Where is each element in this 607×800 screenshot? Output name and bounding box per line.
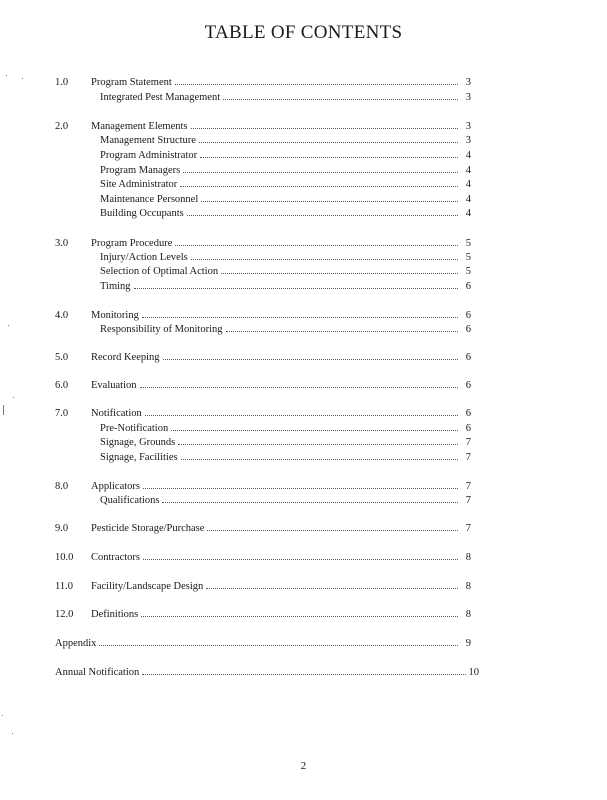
toc-entry-label: Pre-Notification — [100, 423, 169, 434]
dot-leader — [201, 192, 458, 202]
toc-entry-page: 6 — [465, 380, 471, 391]
toc-entry-label: Definitions — [91, 609, 139, 620]
toc-entry-label: Applicators — [91, 481, 140, 492]
toc-entry-page: 8 — [465, 609, 471, 620]
toc-entry-page: 10 — [468, 667, 479, 678]
toc-entry — [100, 493, 471, 507]
toc-entry-label: Program Statement — [91, 77, 172, 88]
toc-entry-page: 4 — [465, 194, 471, 205]
toc-entry-page: 8 — [465, 581, 471, 592]
toc-entry-page: 7 — [465, 495, 471, 506]
toc-entry-label: Building Occupants — [100, 208, 184, 219]
toc-entry-page: 3 — [465, 121, 471, 132]
toc-entry-page: 5 — [465, 252, 471, 263]
toc-entry-page: 7 — [465, 437, 471, 448]
toc-entry-number: 9.0 — [55, 523, 69, 534]
toc-entry-page: 6 — [465, 324, 471, 335]
dot-leader — [221, 264, 458, 274]
toc-entry-label: Program Managers — [100, 165, 181, 176]
dot-leader — [142, 308, 458, 318]
dot-leader — [199, 133, 458, 143]
toc-entry-page: 6 — [465, 408, 471, 419]
scan-speck — [2, 715, 3, 716]
page-title: TABLE OF CONTENTS — [204, 22, 403, 43]
scan-speck — [22, 78, 23, 79]
toc-entry — [100, 206, 471, 220]
toc-entry-number: 4.0 — [55, 310, 69, 321]
toc-entry-number: 5.0 — [55, 352, 69, 363]
dot-leader — [175, 75, 458, 85]
toc-entry-number: 11.0 — [55, 581, 73, 592]
scan-speck — [6, 75, 7, 76]
toc-entry-label: Maintenance Personnel — [100, 194, 199, 205]
toc-entry-page: 6 — [465, 310, 471, 321]
dot-leader — [140, 378, 459, 388]
toc-entry-label: Contractors — [91, 552, 140, 563]
toc-entry — [55, 308, 471, 322]
toc-entry-number: 8.0 — [55, 481, 69, 492]
toc-entry-page: 4 — [465, 150, 471, 161]
toc-entry — [100, 177, 471, 191]
toc-entry-label: Qualifications — [100, 495, 160, 506]
scan-speck — [3, 405, 4, 415]
toc-entry-label: Pesticide Storage/Purchase — [91, 523, 205, 534]
scan-speck — [13, 397, 14, 398]
dot-leader — [187, 206, 458, 216]
dot-leader — [162, 493, 458, 503]
toc-entry — [100, 90, 471, 104]
toc-entry-label: Management Elements — [91, 121, 188, 132]
dot-leader — [143, 550, 458, 560]
toc-entry-page: 7 — [465, 481, 471, 492]
toc-entry-page: 3 — [465, 135, 471, 146]
dot-leader — [191, 250, 458, 260]
dot-leader — [223, 90, 458, 100]
toc-entry — [55, 378, 471, 392]
toc-entry-label: Facility/Landscape Design — [91, 581, 204, 592]
toc-entry — [100, 435, 471, 449]
toc-entry — [100, 250, 471, 264]
toc-entry-number: 1.0 — [55, 77, 69, 88]
toc-entry-label: Site Administrator — [100, 179, 178, 190]
toc-entry — [55, 665, 479, 679]
toc-entry-number: 12.0 — [55, 609, 74, 620]
dot-leader — [99, 636, 458, 646]
toc-entry-label: Annual Notification — [55, 667, 140, 678]
dot-leader — [178, 435, 458, 445]
dot-leader — [163, 350, 458, 360]
dot-leader — [226, 322, 458, 332]
toc-entry — [55, 636, 471, 650]
dot-leader — [180, 177, 458, 187]
toc-entry-page: 8 — [465, 552, 471, 563]
toc-entry — [55, 479, 471, 493]
dot-leader — [145, 406, 458, 416]
toc-entry-label: Signage, Grounds — [100, 437, 176, 448]
toc-entry-page: 7 — [465, 452, 471, 463]
toc-entry-page: 5 — [465, 266, 471, 277]
toc-entry — [55, 75, 471, 89]
toc-entry-label: Notification — [91, 408, 142, 419]
toc-entry-label: Signage, Facilities — [100, 452, 178, 463]
toc-entry-label: Timing — [100, 281, 131, 292]
toc-entry-page: 6 — [465, 423, 471, 434]
toc-entry-label: Management Structure — [100, 135, 196, 146]
toc-entry — [100, 148, 471, 162]
dot-leader — [191, 119, 458, 129]
toc-entry-label: Integrated Pest Management — [100, 92, 221, 103]
toc-entry — [55, 579, 471, 593]
toc-entry — [100, 450, 471, 464]
toc-entry — [55, 607, 471, 621]
toc-entry-page: 4 — [465, 208, 471, 219]
toc-entry-label: Selection of Optimal Action — [100, 266, 219, 277]
toc-entry — [100, 192, 471, 206]
dot-leader — [183, 163, 458, 173]
toc-entry — [55, 236, 471, 250]
dot-leader — [175, 236, 458, 246]
toc-entry — [55, 350, 471, 364]
toc-entry-page: 5 — [465, 238, 471, 249]
toc-entry — [55, 406, 471, 420]
scan-speck — [12, 733, 13, 734]
toc-entry-page: 4 — [465, 179, 471, 190]
dot-leader — [200, 148, 458, 158]
toc-entry — [100, 163, 471, 177]
toc-entry-page: 7 — [465, 523, 471, 534]
toc-entry-label: Injury/Action Levels — [100, 252, 188, 263]
toc-entry-page: 6 — [465, 352, 471, 363]
toc-entry-label: Record Keeping — [91, 352, 160, 363]
toc-entry-page: 3 — [465, 77, 471, 88]
toc-entry-page: 9 — [465, 638, 471, 649]
toc-entry-label: Program Procedure — [91, 238, 173, 249]
toc-entry-number: 6.0 — [55, 380, 69, 391]
toc-entry — [100, 133, 471, 147]
toc-entry-label: Responsibility of Monitoring — [100, 324, 223, 335]
page-number: 2 — [300, 760, 307, 772]
toc-entry — [55, 119, 471, 133]
toc-entry-page: 4 — [465, 165, 471, 176]
toc-entry-number: 3.0 — [55, 238, 69, 249]
dot-leader — [181, 450, 458, 460]
toc-entry — [100, 322, 471, 336]
dot-leader — [143, 479, 458, 489]
dot-leader — [206, 579, 458, 589]
toc-entry — [100, 264, 471, 278]
dot-leader — [134, 279, 458, 289]
toc-entry-label: Monitoring — [91, 310, 139, 321]
dot-leader — [207, 521, 458, 531]
toc-entry-label: Appendix — [55, 638, 97, 649]
dot-leader — [171, 421, 458, 431]
toc-entry-label: Evaluation — [91, 380, 137, 391]
scan-speck — [8, 325, 9, 326]
toc-entry-number: 2.0 — [55, 121, 69, 132]
toc-entry-page: 3 — [465, 92, 471, 103]
toc-entry-number: 10.0 — [55, 552, 74, 563]
toc-entry — [55, 521, 471, 535]
toc-entry — [100, 421, 471, 435]
toc-entry-label: Program Administrator — [100, 150, 198, 161]
toc-entry — [100, 279, 471, 293]
toc-entry-page: 6 — [465, 281, 471, 292]
dot-leader — [142, 665, 465, 675]
dot-leader — [141, 607, 458, 617]
toc-entry — [55, 550, 471, 564]
toc-entry-number: 7.0 — [55, 408, 69, 419]
